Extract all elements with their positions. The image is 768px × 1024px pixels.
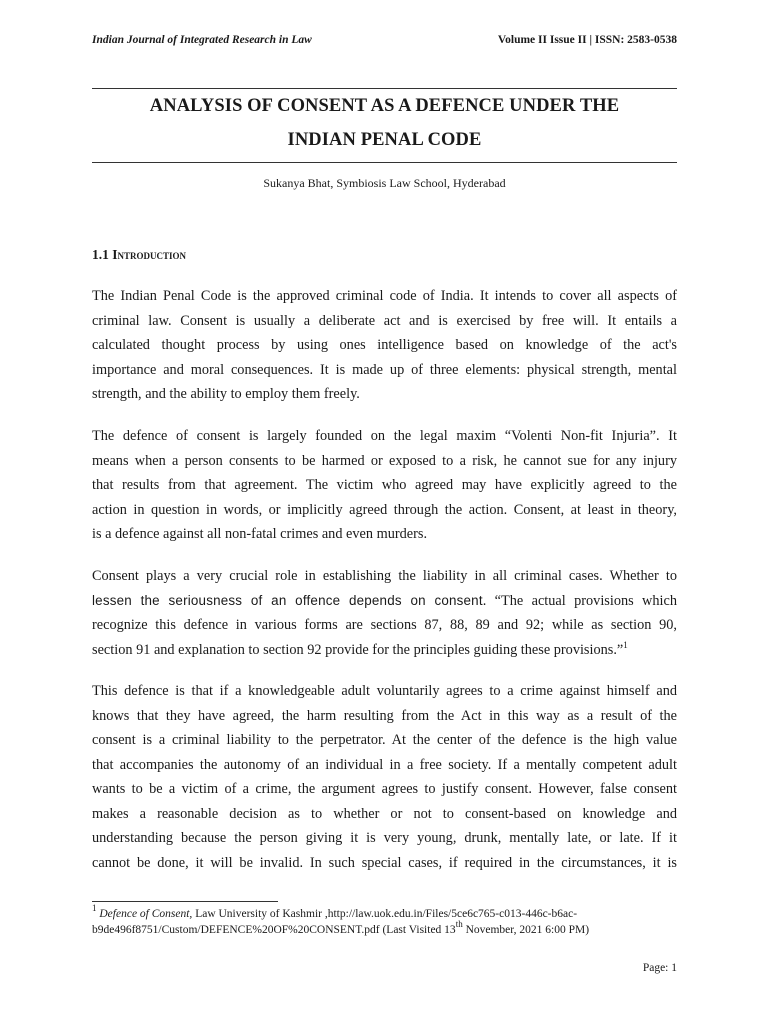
running-header [92, 34, 677, 46]
issue-info: Volume II Issue II | ISSN: 2583-0538 [497, 34, 677, 46]
section-number: 1.1 [92, 247, 109, 262]
footnote [92, 903, 677, 938]
author-line: Sukanya Bhat, Symbiosis Law School, Hyderabad [263, 176, 506, 190]
text-line: recognize this defence in various forms are sections 87, 88, 89 and 92; while as section 90, [92, 617, 677, 633]
paper-title [92, 89, 677, 157]
text-line: Consent plays a very crucial role in establishing the liability in all criminal cases. Whether to [92, 568, 677, 584]
footnote-text[interactable]: Law University of Kashmir ,http://law.uok.edu.in/Files/5ce6c765-c013-446c-b6ac- [192, 908, 578, 920]
text-line: action in question in words, or implicitly agreed through the action. Consent, at least in theory, [92, 501, 677, 518]
footnote-reference[interactable]: 1 [623, 639, 628, 650]
title-line-1: ANALYSIS OF CONSENT AS A DEFENCE UNDER THE [149, 96, 620, 116]
footnote-title: Defence of Consent, [99, 908, 193, 920]
text-line: importance and moral consequences. It is made up of three elements: physical strength, mental [92, 361, 677, 378]
paragraph-3 [92, 564, 677, 662]
footnote-text: November, 2021 6:00 PM) [462, 923, 590, 936]
text-line: consent is a criminal liability to the perpetrator. At the center of the defence is the high value [92, 732, 677, 748]
text-line: knows that they have agreed, the harm resulting from the Act in this way as a result of the [92, 707, 677, 724]
text-line [92, 638, 677, 663]
text-fragment: section 91 and explanation to section 92 provide for the principles guiding these provisions.” [92, 641, 624, 658]
text-line: understanding because the person giving it is very young, drunk, mentally late, or late. If it [92, 830, 677, 846]
text-line: wants to be a victim of a crime, the argument agrees to justify consent. However, false consent [92, 781, 677, 797]
text-line: This defence is that if a knowledgeable adult voluntarily agrees to a crime against himself and [92, 683, 677, 699]
text-line [92, 589, 677, 614]
footnote-line [92, 903, 677, 923]
title-bottom-rule [92, 162, 677, 163]
paragraph-4 [92, 679, 677, 875]
text-line: that accompanies the autonomy of an individual in a free society. If a mentally competent adult [92, 756, 677, 773]
text-line: The Indian Penal Code is the approved criminal code of India. It intends to cover all aspects of [92, 288, 677, 304]
text-line: strength, and the ability to employ them freely. [92, 386, 360, 402]
text-line: cannot be done, it will be invalid. In such special cases, if required in the circumstances, it is [92, 854, 677, 871]
text-fragment: . “The actual provisions which [482, 592, 677, 609]
footnote-marker: 1 [92, 903, 97, 913]
text-line: that results from that agreement. The victim who agreed may have explicitly agreed to the [92, 477, 677, 493]
text-line: is a defence against all non-fatal crimes and even murders. [92, 526, 428, 542]
text-line: means when a person consents to be harmed or exposed to a risk, he cannot sue for any injury [92, 452, 677, 469]
text-line: The defence of consent is largely founded on the legal maxim “Volenti Non-fit Injuria”. It [92, 428, 677, 444]
title-line-2: INDIAN PENAL CODE [287, 130, 482, 150]
section-heading [92, 247, 186, 263]
journal-name: Indian Journal of Integrated Research in Law [92, 34, 312, 46]
text-line: makes a reasonable decision as to whether or not to consent-based on knowledge and [92, 805, 677, 822]
highlighted-phrase: lessen the seriousness of an offence depends on consent [92, 592, 483, 608]
footnote-text[interactable]: b9de496f8751/Custom/DEFENCE%20OF%20CONSENT.pdf (Last Visited 13 [92, 923, 456, 936]
section-title: Introduction [112, 247, 187, 262]
text-line: calculated thought process by using ones intelligence based on knowledge of the act's [92, 337, 677, 353]
ordinal-suffix: th [455, 918, 463, 929]
footnote-line [92, 918, 677, 939]
paragraph-1 [92, 284, 677, 407]
text-line: criminal law. Consent is usually a deliberate act and is exercised by free will. It entails a [92, 312, 677, 329]
paragraph-2 [92, 424, 677, 547]
page-number: Page: 1 [642, 962, 677, 974]
footnote-separator [92, 901, 278, 902]
